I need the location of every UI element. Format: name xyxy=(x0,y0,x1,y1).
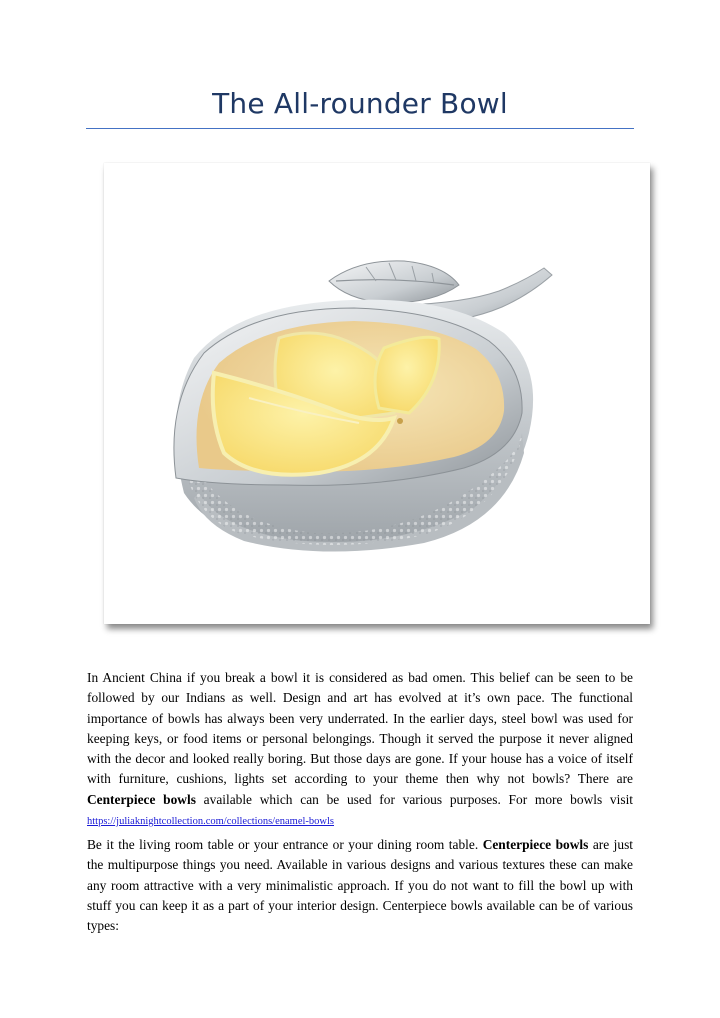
paragraph-uses-text: Be it the living room table or your entrance or your dining room table. xyxy=(87,837,483,852)
paragraph-intro-text-cont: available which can be used for various purposes. For more bowls visit xyxy=(195,791,634,807)
paragraph-uses xyxy=(87,835,633,936)
paragraph-uses-text-cont: are just the multipurpose things you need. Available in various designs and various textures these can make any room attractive with a very minimalistic approach. If you do not want to fill the bowl up with stuff you can keep it as a part of your interior design. Centerpiece bowls available can be of various types: xyxy=(87,837,634,934)
lemon-bowl-image xyxy=(104,163,650,624)
paragraph-intro-text: In Ancient China if you break a bowl it is considered as bad omen. This belief can be seen to be followed by our Indians as well. Design and art has evolved at it’s own pace. The functional importance of bowls has always been very underrated. In the earlier days, steel bowl was used for keeping keys, or food items or personal belongings. Though it served the purpose it never aligned with the decor and looked really boring. But those days are gone. If your house has a voice of itself with furniture, cushions, lights set according to your theme then why not bowls? There are xyxy=(87,670,633,787)
paragraph-intro xyxy=(87,668,633,832)
page-title: The All-rounder Bowl xyxy=(212,87,508,120)
centerpiece-bowls-bold: Centerpiece bowls xyxy=(87,791,196,807)
product-photo xyxy=(104,163,650,624)
title-underline xyxy=(86,128,634,129)
centerpiece-bowls-bold-2: Centerpiece bowls xyxy=(482,837,589,852)
enamel-bowls-link[interactable]: https://juliaknightcollection.com/collections/enamel-bowls xyxy=(87,816,334,828)
